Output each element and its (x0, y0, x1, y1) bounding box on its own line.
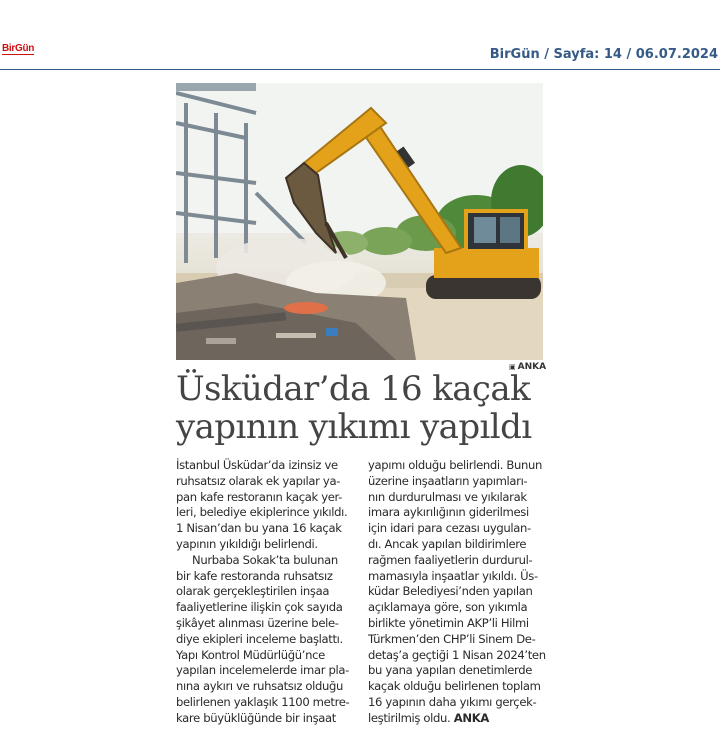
page-info: BirGün / Sayfa: 14 / 06.07.2024 (489, 47, 718, 62)
column-1-line: yapının yıkıldığı belirlendi. (176, 536, 318, 551)
column-2-line: rağmen faaliyetlerin durdurul- (368, 552, 533, 567)
photo-credit-text: ANKA (517, 362, 547, 372)
page-header (0, 0, 720, 70)
excavator-demolition-illustration (176, 83, 543, 360)
column-1-line: leri, belediye ekiplerince yıkıldı. (176, 505, 348, 520)
article-headline (176, 370, 556, 446)
demolition-photo (176, 83, 543, 360)
headline-line-1: Üsküdar’da 16 kaçak (176, 369, 531, 409)
column-2-line: detaş’a geçtiği 1 Nisan 2024’ten (368, 647, 546, 662)
column-1-line: yapılan incelemelerde imar pla- (176, 663, 349, 678)
camera-icon: ▣ (509, 363, 516, 371)
column-2-line: açıklamaya göre, son yıkımla (368, 600, 528, 615)
column-1-line: ruhsatsız olarak ek yapılar ya- (176, 473, 341, 488)
column-1-line: bir kafe restoranda ruhsatsız (176, 568, 333, 583)
article-column-1 (176, 458, 356, 727)
headline-line-2: yapının yıkımı yapıldı (176, 407, 532, 447)
header-divider (0, 69, 720, 70)
column-2-line: dı. Ancak yapılan bildirimlere (368, 536, 527, 551)
column-2-line: bu yana yapılan denetimlerde (368, 663, 533, 678)
column-1-line: belirlenen yaklaşık 1100 metre- (176, 694, 350, 709)
column-1-line: Nurbaba Sokak’ta bulunan (192, 552, 338, 567)
column-1-line: Yapı Kontrol Müdürlüğü’nce (176, 647, 325, 662)
column-1-line: olarak gerçekleştirilen inşaa (176, 584, 330, 599)
column-1-line: 1 Nisan’dan bu yana 16 kaçak (176, 521, 342, 536)
article-signature: ANKA (453, 710, 489, 725)
column-1-line: nına aykırı ve ruhsatsız olduğu (176, 679, 344, 694)
column-2-line: mamasıyla inşaatlar yıkıldı. Üs- (368, 568, 538, 583)
article-column-2 (368, 458, 548, 727)
column-2-line: Türkmen’den CHP’li Sinem De- (368, 631, 536, 646)
column-2-line: kaçak olduğu belirlenen toplam (368, 679, 541, 694)
column-1-line: İstanbul Üsküdar’da izinsiz ve (176, 458, 338, 472)
column-2-line: üzerine inşaatların yapımları- (368, 473, 528, 488)
newspaper-logo: BirGün (2, 43, 35, 54)
column-2-line: nın durdurulması ve yıkılarak (368, 489, 527, 504)
column-1-line: faaliyetlerine ilişkin çok sayıda (176, 600, 343, 615)
column-2-line: yapımı olduğu belirlendi. Bunun (368, 458, 543, 472)
column-2-line: imara aykırılığının giderilmesi (368, 505, 529, 520)
column-1-line: şikâyet alınması üzerine bele- (176, 615, 339, 630)
column-2-line: 16 yapının daha yıkımı gerçek- (368, 694, 537, 709)
column-2-line: küdar Belediyesi’nden yapılan (368, 584, 533, 599)
column-1-line: kare büyüklüğünde bir inşaat (176, 710, 336, 725)
column-2-line: için idari para cezası uygulan- (368, 521, 531, 536)
column-2-line: birlikte yönetimin AKP’li Hilmi (368, 615, 529, 630)
column-1-line: diye ekipleri inceleme başlattı. (176, 631, 343, 646)
column-2-line-text: leştirilmiş oldu. (368, 710, 451, 725)
column-1-line: pan kafe restoranın kaçak yer- (176, 489, 343, 504)
column-2-last-line (368, 711, 548, 727)
